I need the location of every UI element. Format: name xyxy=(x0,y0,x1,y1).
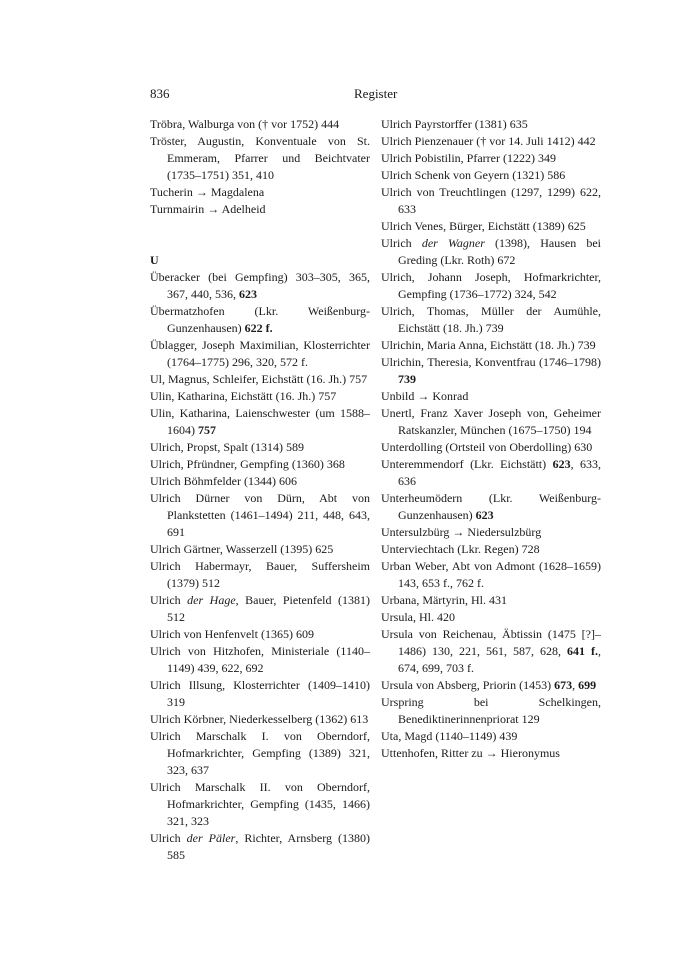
index-entry: Unertl, Franz Xaver Joseph von, Geheimer Ratskanzler, München (1675–1750) 194 xyxy=(381,406,601,437)
index-entry: Ulrich von Henfenvelt (1365) 609 xyxy=(150,627,314,641)
index-entry: Unterviechtach (Lkr. Regen) 728 xyxy=(381,542,540,556)
index-entry: Üblagger, Joseph Maximilian, Klosterrichter (1764–1775) 296, 320, 572 f. xyxy=(150,338,370,369)
index-entry: Ulrich, Thomas, Müller der Aumühle, Eichstätt (18. Jh.) 739 xyxy=(381,304,601,335)
index-entry: Urspring bei Schelkingen, Benediktinerinnenpriorat 129 xyxy=(381,695,601,726)
index-entry: Tröster, Augustin, Konventuale von St. Emmeram, Pfarrer und Beichtvater (1735–1751) 351, 410 xyxy=(150,134,370,182)
index-entry: Ursula von Absberg, Priorin (1453) 673, 699 xyxy=(381,678,597,692)
index-entry: Unbild → Konrad xyxy=(381,389,469,403)
index-entry: Tröbra, Walburga von († vor 1752) 444 xyxy=(150,117,340,131)
index-entry: Ulrichin, Theresia, Konventfrau (1746–1798) 739 xyxy=(381,355,601,386)
index-entry: Ulrich Venes, Bürger, Eichstätt (1389) 625 xyxy=(381,219,586,233)
index-entry: Ulrich Habermayr, Bauer, Suffersheim (1379) 512 xyxy=(150,559,370,590)
index-entry: Ulrich, Johann Joseph, Hofmarkrichter, Gempfing (1736–1772) 324, 542 xyxy=(381,270,601,301)
left-column xyxy=(150,116,370,864)
index-entry: Ulrich Marschalk I. von Oberndorf, Hofmarkrichter, Gempfing (1389) 321, 323, 637 xyxy=(150,729,370,777)
index-entry: Ulrich von Treuchtlingen (1297, 1299) 622, 633 xyxy=(381,185,601,216)
index-entry: Unterdolling (Ortsteil von Oberdolling) 630 xyxy=(381,440,593,454)
index-entry: Unterheumödern (Lkr. Weißenburg-Gunzenhausen) 623 xyxy=(381,491,601,522)
running-title: Register xyxy=(354,86,398,101)
index-entry: Ulrich Schenk von Geyern (1321) 586 xyxy=(381,168,566,182)
left-bottom-entries xyxy=(150,269,370,864)
index-entry: Urbana, Märtyrin, Hl. 431 xyxy=(381,593,507,607)
index-entry: Unteremmendorf (Lkr. Eichstätt) 623, 633, 636 xyxy=(381,457,602,488)
index-entry: Ulrich Dürner von Dürn, Abt von Plankstetten (1461–1494) 211, 448, 643, 691 xyxy=(150,491,370,539)
index-entry: Ulrich Böhmfelder (1344) 606 xyxy=(150,474,297,488)
index-entry: Ulrich Körbner, Niederkesselberg (1362) 613 xyxy=(150,712,369,726)
index-entry: Uta, Magd (1140–1149) 439 xyxy=(381,729,518,743)
index-entry: Ulrich Pobistilin, Pfarrer (1222) 349 xyxy=(381,151,556,165)
index-entry: Ulrich, Propst, Spalt (1314) 589 xyxy=(150,440,304,454)
page-number: 836 xyxy=(150,86,170,101)
section-gap xyxy=(150,218,370,235)
index-entry: Ulin, Katharina, Laienschwester (um 1588–1604) 757 xyxy=(150,406,370,437)
index-entry: Ulrich der Wagner (1398), Hausen bei Greding (Lkr. Roth) 672 xyxy=(381,236,602,267)
index-entry: Turnmairin → Adelheid xyxy=(150,202,266,216)
index-entry: Urban Weber, Abt von Admont (1628–1659) 143, 653 f., 762 f. xyxy=(381,559,601,590)
section-letter: U xyxy=(150,253,159,267)
index-entry: Ulrich, Pfründner, Gempfing (1360) 368 xyxy=(150,457,345,471)
index-entry: Ulrich von Hitzhofen, Ministeriale (1140–1149) 439, 622, 692 xyxy=(150,644,370,675)
index-entry: Ulrich Gärtner, Wasserzell (1395) 625 xyxy=(150,542,334,556)
index-entry: Ulrichin, Maria Anna, Eichstätt (18. Jh.) 739 xyxy=(381,338,596,352)
right-entries xyxy=(381,116,601,762)
index-entry: Uttenhofen, Ritter zu → Hieronymus xyxy=(381,746,560,760)
right-column xyxy=(381,116,601,762)
index-entry: Ulrich der Hage, Bauer, Pietenfeld (1381) 512 xyxy=(150,593,370,624)
index-entry: Ulin, Katharina, Eichstätt (16. Jh.) 757 xyxy=(150,389,337,403)
index-entry: Ulrich der Päler, Richter, Arnsberg (1380) 585 xyxy=(150,831,370,862)
index-entry: Ulrich Marschalk II. von Oberndorf, Hofmarkrichter, Gempfing (1435, 1466) 321, 323 xyxy=(150,780,370,828)
left-top-entries xyxy=(150,116,370,218)
index-entry: Ul, Magnus, Schleifer, Eichstätt (16. Jh.) 757 xyxy=(150,372,368,386)
index-entry: Ulrich Payrstorffer (1381) 635 xyxy=(381,117,528,131)
index-entry: Tucherin → Magdalena xyxy=(150,185,265,199)
index-entry: Ulrich Pienzenauer († vor 14. Juli 1412) 442 xyxy=(381,134,596,148)
index-entry: Ursula von Reichenau, Äbtissin (1475 [?]–1486) 130, 221, 561, 587, 628, 641 f., 674, 699, 703 f. xyxy=(381,627,601,675)
index-entry: Übermatzhofen (Lkr. Weißenburg-Gunzenhausen) 622 f. xyxy=(150,304,370,335)
index-entry: Untersulzbürg → Niedersulzbürg xyxy=(381,525,542,539)
index-entry: Ursula, Hl. 420 xyxy=(381,610,455,624)
index-entry: Überacker (bei Gempfing) 303–305, 365, 367, 440, 536, 623 xyxy=(150,270,370,301)
index-entry: Ulrich Illsung, Klosterrichter (1409–1410) 319 xyxy=(150,678,370,709)
